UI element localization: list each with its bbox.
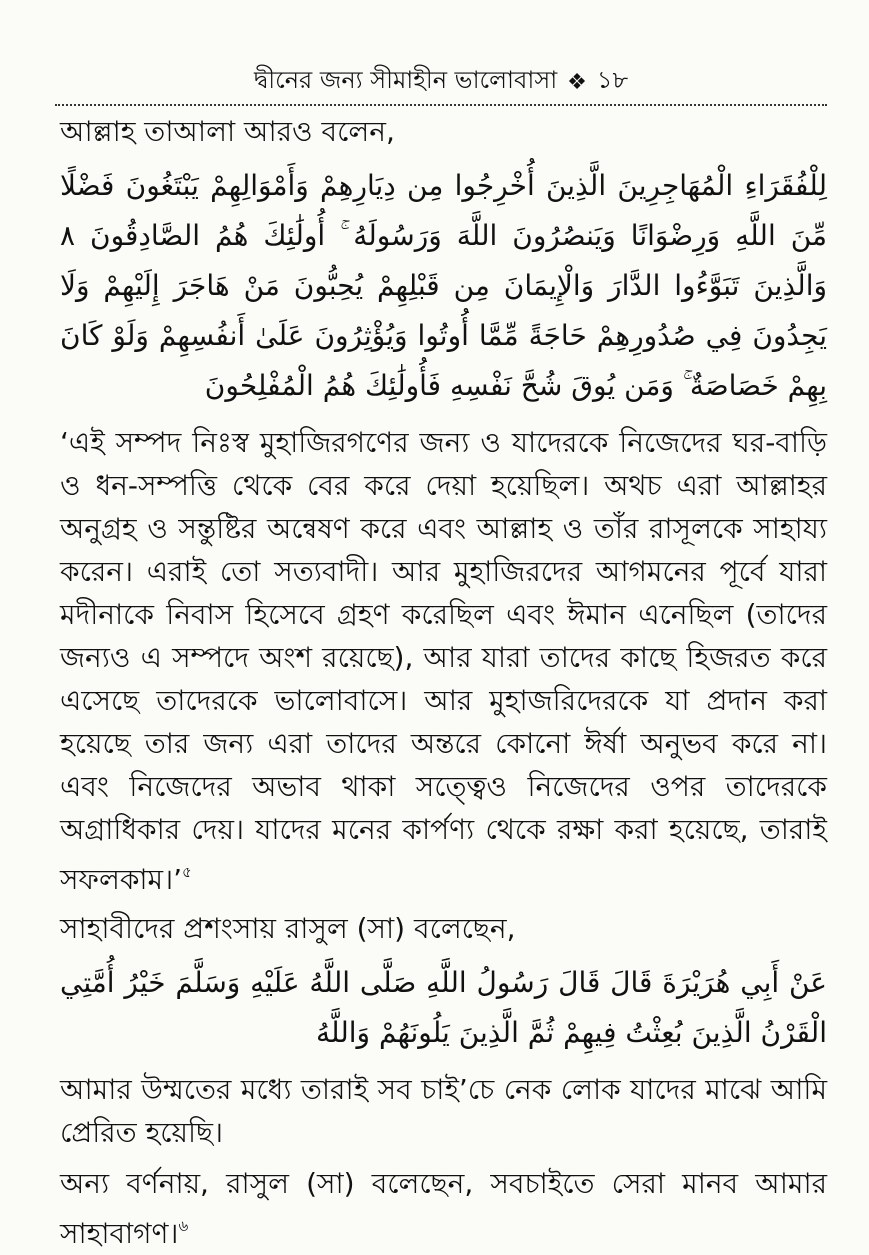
verse-translation (60, 421, 827, 901)
page-header (55, 60, 827, 106)
hadith-intro: সাহাবীদের প্রশংসায় রাসুল (সা) বলেছেন, (60, 912, 516, 945)
quran-verse-arabic: لِلْفُقَرَاءِ الْمُهَاجِرِينَ الَّذِينَ أُخْرِجُوا مِن دِيَارِهِمْ وَأَمْوَالِهِمْ يَبْتَغُونَ فَضْلًا مِّنَ اللَّهِ وَرِضْوَانًا وَيَنصُرُونَ اللَّهَ وَرَسُولَهُ ۚ أُولَٰئِكَ هُمُ الصَّادِقُونَ ٨ وَالَّذِينَ تَبَوَّءُوا الدَّارَ وَالْإِيمَانَ مِن قَبْلِهِمْ يُحِبُّونَ مَنْ هَاجَرَ إِلَيْهِمْ وَلَا يَجِدُونَ فِي صُدُورِهِمْ حَاجَةً مِّمَّا أُوتُوا وَيُؤْثِرُونَ عَلَىٰ أَنفُسِهِمْ وَلَوْ كَانَ بِهِمْ خَصَاصَةٌ ۚ وَمَن يُوقَ شُحَّ نَفْسِهِ فَأُولَٰئِكَ هُمُ الْمُفْلِحُونَ (60, 169, 827, 402)
hadith-translation: আমার উম্মতের মধ্যে তারাই সব চাই’চে নেক লোক যাদের মাঝে আমি প্রেরিত হয়েছি। (60, 1073, 827, 1149)
final-paragraph-text: অন্য বর্ণনায়, রাসুল (সা) বলেছেন, সবচাইতে সেরা মানব আমার সাহাবাগণ। (60, 1167, 827, 1250)
footnote-marker: ৬ (178, 1217, 189, 1235)
ornament-separator: ❖ (567, 69, 587, 95)
hadith-arabic: عَنْ أَبِي هُرَيْرَةَ قَالَ قَالَ رَسُولُ اللَّهِ صَلَّى اللَّهُ عَلَيْهِ وَسَلَّمَ خَيْرُ أُمَّتِي الْقَرْنُ الَّذِينَ بُعِثْتُ فِيهِمْ ثُمَّ الَّذِينَ يَلُونَهُمْ وَاللَّهُ (60, 966, 827, 1049)
intro-line: আল্লাহ তাআলা আরও বলেন, (60, 115, 395, 148)
page-body (60, 110, 827, 1255)
page-number: ১৮ (596, 66, 629, 94)
verse-translation-text: ‘এই সম্পদ নিঃস্ব মুহাজিরগণের জন্য ও যাদেরকে নিজেদের ঘর-বাড়ি ও ধন-সম্পত্তি থেকে বের করে দেয়া হয়েছিল। অথচ এরা আল্লাহর অনুগ্রহ ও সন্তুষ্টির অন্বেষণ করে এবং আল্লাহ ও তাঁর রাসূলকে সাহায্য করেন। এরাই তো সত্যবাদী। আর মুহাজিরদের আগমনের পূর্বে যারা মদীনাকে নিবাস হিসেবে গ্রহণ করেছিল এবং ঈমান এনেছিল (তাদের জন্যও এ সম্পদে অংশ রয়েছে), আর যারা তাদের কাছে হিজরত করে এসেছে তাদেরকে ভালোবাসে। আর মুহাজরিদেরকে যা প্রদান করা হয়েছে তার জন্য এরা তাদের অন্তরে কোনো ঈর্ষা অনুভব করে না। এবং নিজেদের অভাব থাকা সত্ত্বেও নিজেদের ওপর তাদেরকে অগ্রাধিকার দেয়। যাদের মনের কার্পণ্য থেকে রক্ষা করা হয়েছে, তারাই সফলকাম।’ (60, 426, 827, 896)
running-title: দ্বীনের জন্য সীমাহীন ভালোবাসা (253, 66, 558, 94)
footnote-marker: ৫ (182, 863, 192, 881)
final-paragraph (60, 1162, 827, 1255)
